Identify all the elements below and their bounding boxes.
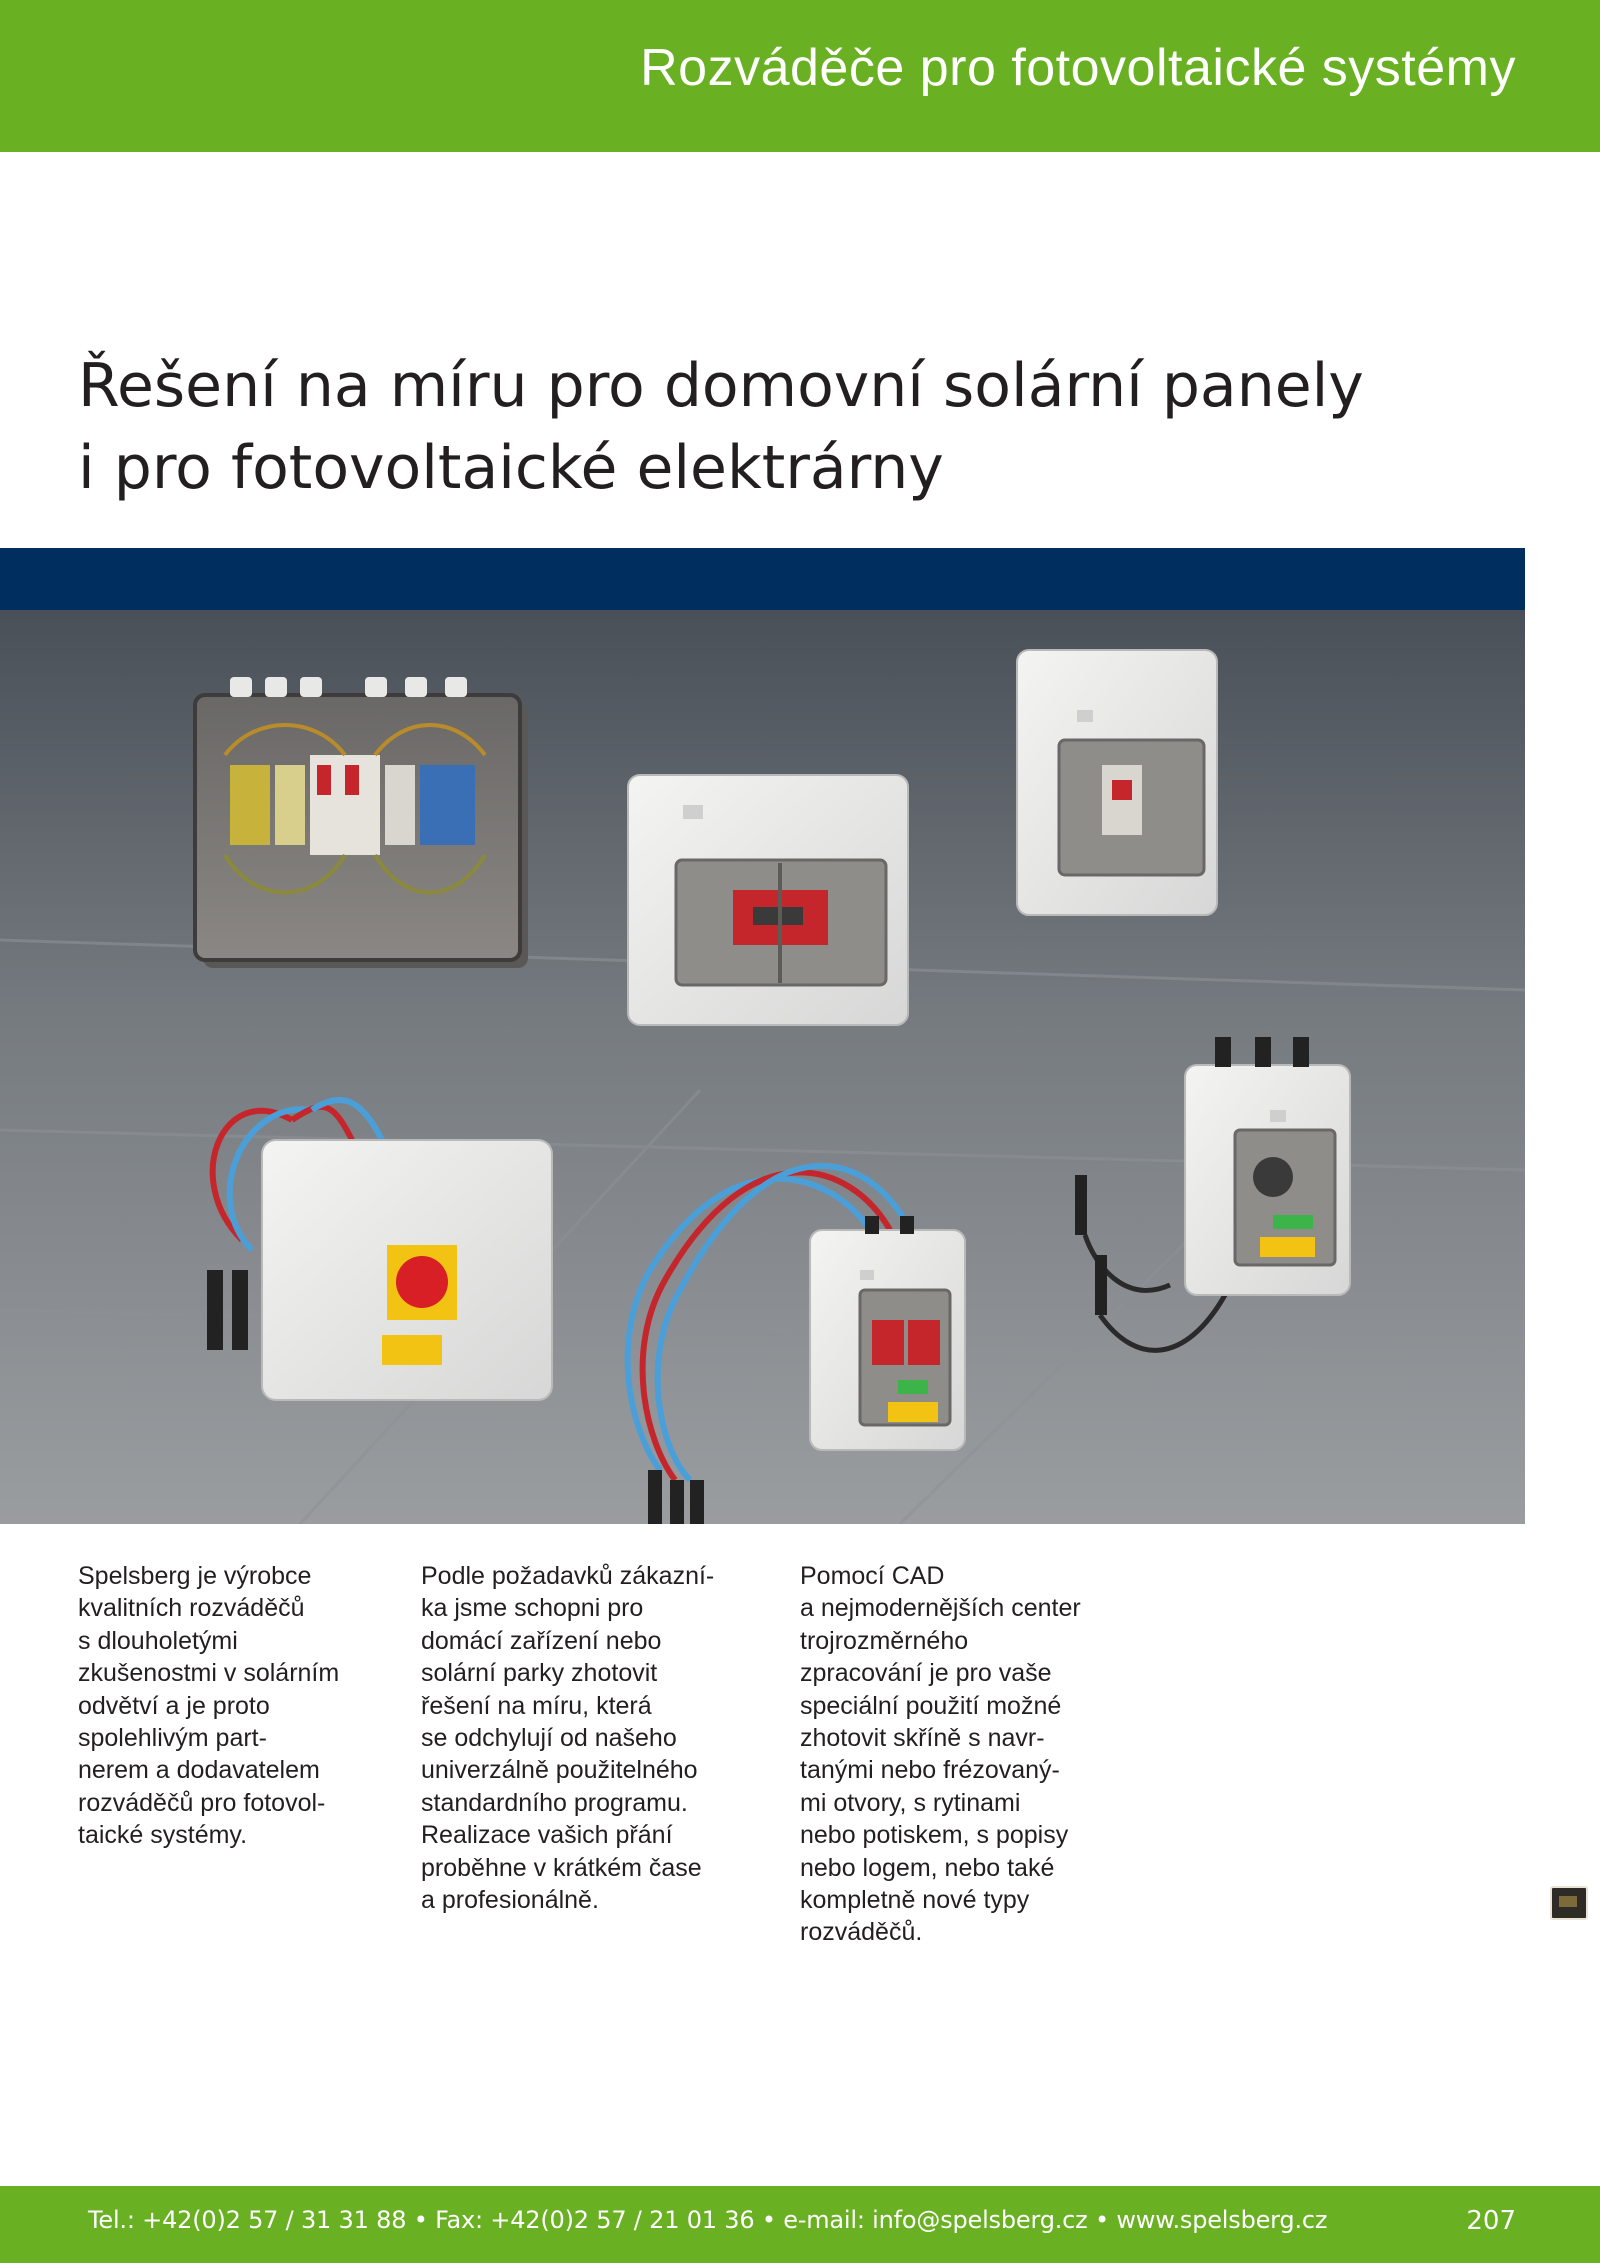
text-column-1 (78, 1560, 339, 1852)
column-line: univerzálně použitelného (421, 1756, 698, 1785)
column-line: Pomocí CAD (800, 1562, 945, 1590)
header-bar (0, 0, 1600, 152)
enclosure-medium (628, 775, 908, 1025)
column-line: mi otvory, s rytinami (800, 1788, 1021, 1817)
photo-top-band (0, 548, 1525, 610)
column-line: se odchylují od našeho (421, 1724, 677, 1753)
page-headline (78, 345, 1378, 509)
chapter-tab-icon (1550, 1886, 1588, 1920)
column-line: spolehlivým part- (78, 1724, 267, 1753)
column-line: Realizace vašich přání (421, 1821, 673, 1850)
column-line: standardního programu. (421, 1788, 688, 1817)
footer-contact-info: Tel.: +42(0)2 57 / 31 31 88 • Fax: +42(0)2 57 / 21 01 36 • e-mail: info@spelsberg.cz • www.spelsberg.cz (88, 2206, 1328, 2234)
column-line: Podle požadavků zákazní- (421, 1562, 715, 1590)
column-line: nerem a dodavatelem (78, 1756, 320, 1785)
column-line: odvětví a je proto (78, 1691, 270, 1720)
column-line: tanými nebo frézovaný- (800, 1756, 1060, 1785)
column-line: řešení na míru, která (421, 1691, 652, 1720)
column-line: trojrozměrného (800, 1626, 969, 1655)
column-line: rozváděčů. (800, 1918, 923, 1947)
product-photo (0, 610, 1525, 1524)
column-line: zkušenostmi v solárním (78, 1659, 340, 1688)
column-line: solární parky zhotovit (421, 1659, 658, 1688)
column-line: proběhne v krátkém čase (421, 1853, 702, 1882)
column-line: kvalitních rozváděčů (78, 1594, 305, 1623)
column-line: ka jsme schopni pro (421, 1594, 644, 1623)
page-number: 207 (1466, 2206, 1516, 2236)
headline-line-1: Řešení na míru pro domovní solární panely (78, 351, 1364, 421)
column-line: taické systémy. (78, 1821, 248, 1850)
column-line: domácí zařízení nebo (421, 1626, 662, 1655)
column-line: s dlouholetými (78, 1626, 238, 1655)
text-column-3 (800, 1560, 1081, 1949)
headline-line-2: i pro fotovoltaické elektrárny (78, 433, 944, 503)
enclosure-large (195, 677, 528, 968)
section-title: Rozváděče pro fotovoltaické systémy (640, 39, 1516, 97)
enclosure-tall (1017, 650, 1217, 915)
column-line: Spelsberg je výrobce (78, 1562, 312, 1590)
column-line: kompletně nové typy (800, 1886, 1030, 1915)
column-line: rozváděčů pro fotovol- (78, 1788, 326, 1817)
column-line: speciální použití možné (800, 1691, 1062, 1720)
column-line: zhotovit skříně s navr- (800, 1724, 1045, 1753)
column-line: nebo potiskem, s popisy (800, 1821, 1069, 1850)
text-column-2 (421, 1560, 714, 1916)
column-line: a nejmodernějších center (800, 1594, 1081, 1623)
column-line: a profesionálně. (421, 1886, 599, 1915)
column-line: nebo logem, nebo také (800, 1853, 1055, 1882)
column-line: zpracování je pro vaše (800, 1659, 1052, 1688)
